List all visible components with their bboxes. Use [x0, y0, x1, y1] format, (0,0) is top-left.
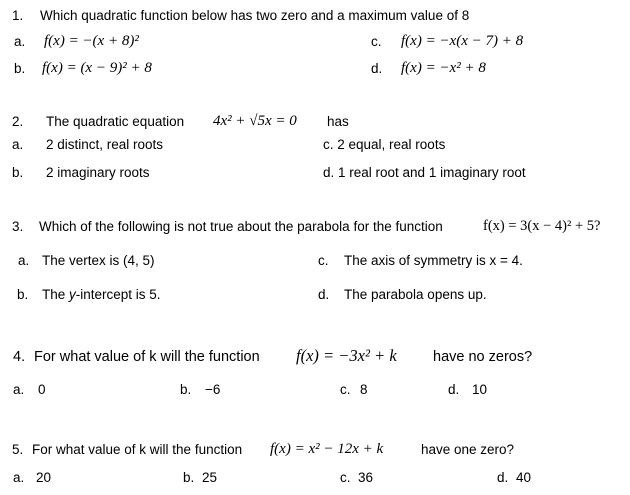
q3-number: 3.	[12, 219, 24, 234]
q2-option-a-letter: a.	[12, 137, 24, 152]
q3-option-b	[42, 287, 161, 303]
q5-option-b: 25	[202, 470, 218, 485]
q2-question-end: has	[327, 114, 349, 129]
q1-question: Which quadratic function below has two zero and a maximum value of 8	[40, 8, 470, 23]
q2-question: The quadratic equation	[46, 114, 185, 129]
q1-option-a: f(x) = −(x + 8)²	[44, 33, 139, 49]
q3-option-d: The parabola opens up.	[344, 287, 487, 302]
q4-option-a-letter: a.	[13, 382, 25, 397]
q4-option-b: −6	[205, 382, 221, 397]
q2-equation: 4x² + √5x = 0	[213, 113, 297, 129]
q1-option-b-letter: b.	[14, 61, 26, 76]
q4-option-b-letter: b.	[180, 382, 192, 397]
q4-number: 4.	[13, 349, 26, 365]
q3-equation: f(x) = 3(x − 4)² + 5?	[483, 218, 601, 234]
q4-question: For what value of k will the function	[34, 349, 260, 365]
q5-option-d-letter: d.	[497, 470, 509, 485]
q2-number: 2.	[12, 114, 24, 129]
q3-option-a-letter: a.	[18, 253, 30, 268]
q3-option-c: The axis of symmetry is x = 4.	[344, 253, 523, 268]
q5-option-b-letter: b.	[183, 470, 195, 485]
q4-option-c-letter: c.	[340, 382, 351, 397]
q4-question-end: have no zeros?	[433, 349, 533, 365]
q3-option-d-letter: d.	[318, 287, 330, 302]
q4-option-a: 0	[38, 382, 46, 397]
q5-number: 5.	[12, 442, 24, 457]
q1-option-a-letter: a.	[14, 34, 26, 49]
q4-option-d: 10	[472, 382, 488, 397]
q3-option-c-letter: c.	[318, 253, 329, 268]
q5-option-c-letter: c.	[340, 470, 351, 485]
q3-option-b-pre: The	[42, 287, 70, 302]
q1-option-b: f(x) = (x − 9)² + 8	[42, 60, 152, 76]
q5-question-end: have one zero?	[421, 442, 515, 457]
q4-equation: f(x) = −3x² + k	[296, 346, 397, 365]
q5-option-a-letter: a.	[13, 470, 25, 485]
q2-option-b: 2 imaginary roots	[46, 165, 150, 180]
q1-option-c-letter: c.	[371, 34, 382, 49]
q1-option-c: f(x) = −x(x − 7) + 8	[401, 33, 524, 49]
q4-option-c: 8	[360, 382, 368, 397]
q5-option-a: 20	[36, 470, 52, 485]
q5-option-d: 40	[516, 470, 532, 485]
q3-option-a: The vertex is (4, 5)	[42, 253, 155, 268]
q4-option-d-letter: d.	[448, 382, 460, 397]
q5-question: For what value of k will the function	[32, 442, 243, 457]
q3-option-b-em: y	[69, 287, 76, 302]
q2-option-c: c. 2 equal, real roots	[323, 137, 446, 152]
q2-option-a: 2 distinct, real roots	[46, 137, 164, 152]
q2-option-d: d. 1 real root and 1 imaginary root	[323, 165, 526, 180]
q3-question: Which of the following is not true about the parabola for the function	[39, 219, 443, 234]
q1-number: 1.	[12, 8, 24, 23]
q5-option-c: 36	[358, 470, 374, 485]
q1-option-d-letter: d.	[371, 61, 383, 76]
q3-option-b-post: -intercept is 5.	[75, 287, 161, 302]
q1-option-d: f(x) = −x² + 8	[401, 60, 486, 76]
q3-option-b-letter: b.	[17, 287, 29, 302]
q5-equation: f(x) = x² − 12x + k	[270, 441, 384, 457]
q2-option-b-letter: b.	[12, 165, 24, 180]
